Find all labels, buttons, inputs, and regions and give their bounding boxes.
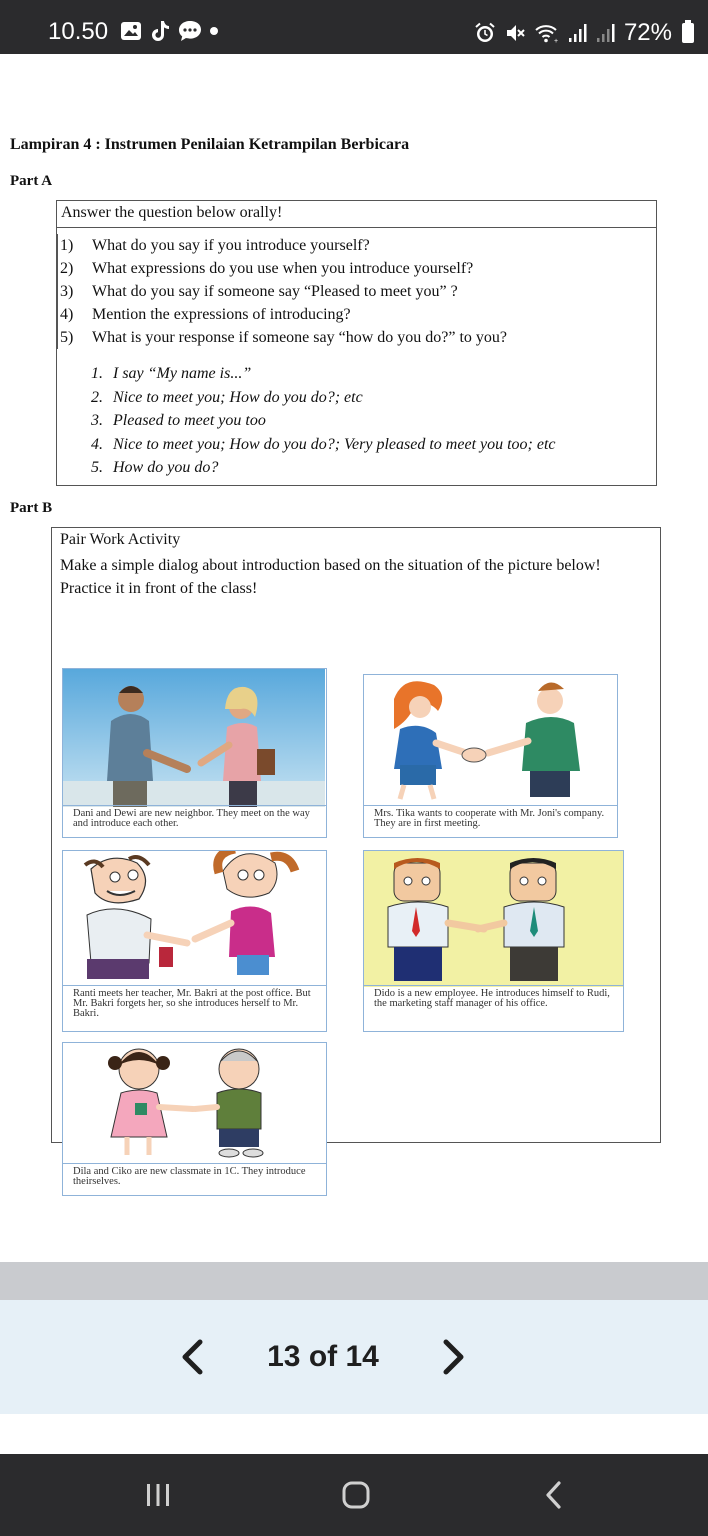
system-icons [474, 19, 694, 47]
chevron-right-icon [442, 1339, 466, 1375]
back-icon [544, 1480, 564, 1510]
caption-4: Dido is a new employee. He introduces himself to Rudi, the marketing staff manager of his office. [364, 985, 623, 1031]
part-a-box [56, 200, 657, 486]
question-item: 5) What is your response if someone say “how do you do?” to you? [57, 326, 656, 349]
caption-3: Ranti meets her teacher, Mr. Bakri at the post office. But Mr. Bakri forgets her, so she introduces herself to Mr. Bakri. [63, 985, 326, 1031]
signal-icon [568, 23, 588, 43]
recent-apps-icon [144, 1482, 172, 1508]
picture-panel-2 [363, 674, 618, 838]
answer-list [91, 365, 556, 483]
recent-apps-button[interactable] [138, 1480, 178, 1510]
picture-panel-4 [363, 850, 624, 1032]
part-b-instruction: Make a simple dialog about introduction based on the situation of the picture below! Practice it in front of the class! [60, 557, 601, 597]
wifi-icon [534, 22, 560, 44]
status-time: 10.50 [48, 18, 109, 45]
illustration-office [364, 851, 623, 987]
home-icon [341, 1480, 371, 1510]
illustration-teacher [63, 851, 326, 987]
answer-item: 4. Nice to meet you; How do you do?; Very pleased to meet you too; etc [91, 435, 556, 453]
page-navigator [0, 1300, 708, 1414]
part-b-heading: Pair Work Activity [60, 531, 181, 548]
part-a-label: Part A [10, 173, 53, 189]
notification-icons [120, 20, 218, 42]
question-item: 2) What expressions do you use when you introduce yourself? [57, 257, 656, 280]
picture-panel-1 [62, 668, 327, 838]
answer-item: 3. Pleased to meet you too [91, 412, 266, 429]
battery-percent: 72% [623, 19, 672, 46]
caption-1: Dani and Dewi are new neighbor. They meet on the way and introduce each other. [63, 805, 326, 837]
caption-5: Dila and Ciko are new classmate in 1C. They introduce theirselves. [63, 1163, 326, 1195]
part-a-instruction: Answer the question below orally! [57, 201, 656, 228]
part-b-box [51, 527, 661, 1187]
illustration-classmates [63, 1043, 326, 1163]
notification-dot [210, 27, 218, 35]
answer-item: 1. I say “My name is...” [91, 365, 252, 382]
alarm-icon [474, 22, 496, 44]
status-bar [0, 0, 708, 54]
svg-text:+: + [553, 38, 559, 44]
answer-item: 2. Nice to meet you; How do you do?; etc [91, 388, 363, 406]
back-button[interactable] [534, 1480, 574, 1510]
home-button[interactable] [336, 1480, 376, 1510]
signal-icon [596, 23, 616, 43]
gallery-icon [120, 21, 142, 41]
question-item: 3) What do you say if someone say “Pleased to meet you” ? [57, 280, 656, 303]
previous-page-button[interactable] [172, 1337, 212, 1377]
illustration-business [364, 675, 617, 807]
caption-2: Mrs. Tika wants to cooperate with Mr. Joni's company. They are in first meeting. [364, 805, 617, 837]
system-navigation-bar [0, 1454, 708, 1536]
chevron-left-icon [180, 1339, 204, 1375]
picture-panel-3 [62, 850, 327, 1032]
next-page-button[interactable] [434, 1337, 474, 1377]
illustration-neighbors [63, 669, 326, 807]
picture-panel-5 [62, 1042, 327, 1196]
question-item: 1) What do you say if you introduce yourself? [57, 234, 656, 257]
tiktok-icon [150, 20, 170, 42]
document-page [0, 54, 708, 1262]
question-item: 4) Mention the expressions of introducing? [57, 303, 656, 326]
bottom-spacer [0, 1414, 708, 1454]
part-b-label: Part B [10, 500, 53, 516]
battery-icon [682, 23, 694, 43]
page-indicator: 13 of 14 [267, 1340, 379, 1373]
mute-icon [504, 22, 526, 44]
separator-band [0, 1262, 708, 1300]
question-list [57, 234, 656, 349]
chat-icon [178, 20, 202, 42]
page-title: Lampiran 4 : Instrumen Penilaian Ketrampilan Berbicara [10, 136, 410, 153]
answer-item: 5. How do you do? [91, 459, 219, 476]
